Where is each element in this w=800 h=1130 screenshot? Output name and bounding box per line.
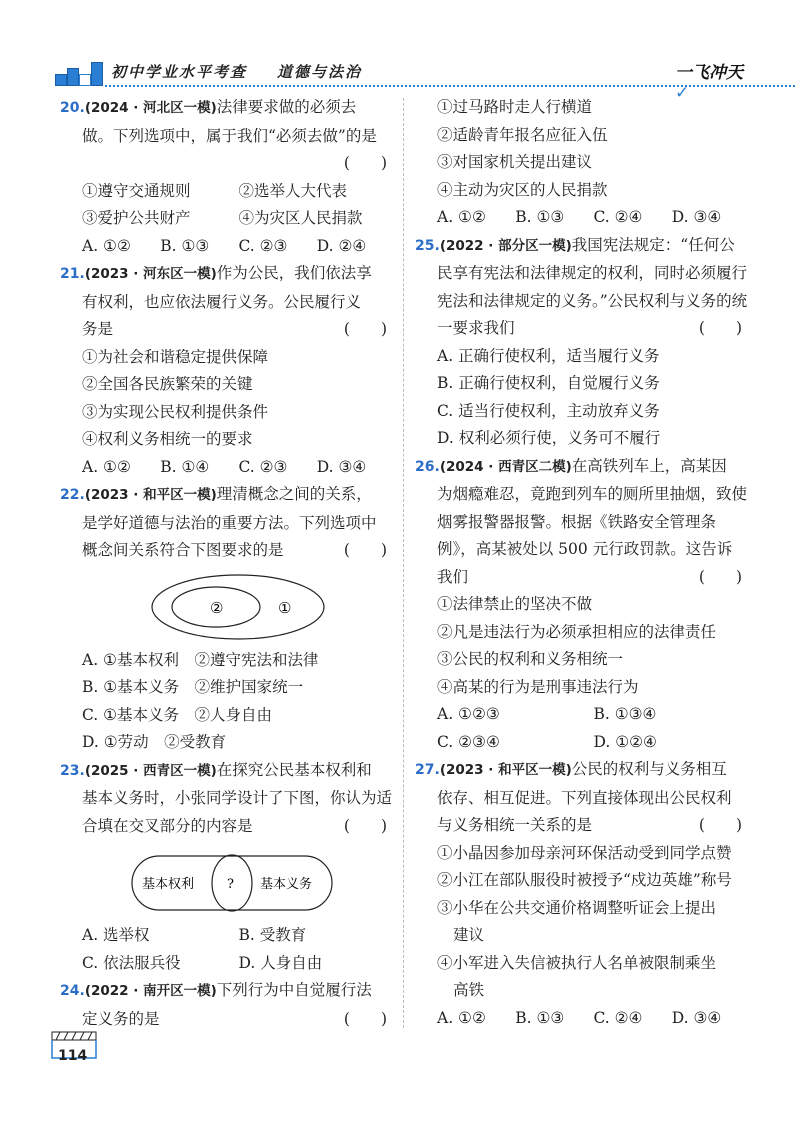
question-stem: 民享有宪法和法律规定的权利，同时必须履行 [437,264,748,282]
question-stem: 是学好道德与法治的重要方法。下列选项中 [82,513,377,532]
middle-label: ? [227,877,234,892]
choice-b[interactable]: B. 正确行使权利，自觉履行义务 [437,374,660,392]
answer-blank[interactable]: ( ) [698,816,742,834]
question-source: (2023 · 和平区一模) [439,762,572,778]
outer-label: ① [278,598,292,617]
question-number: 23. [60,762,85,779]
statement-item: 建议 [453,926,485,944]
statement-item: ④为灾区人民捐款 [238,209,363,227]
statement-item: 高铁 [453,981,485,999]
column-divider [403,98,404,1028]
question-stem: 我们 [437,567,469,586]
choice-c[interactable]: C. ②④ [593,1008,643,1027]
choice-d[interactable]: D. ③④ [316,457,367,476]
question-stem: 例》，高某被处以 500 元行政罚款。这告诉 [437,540,733,558]
right-column [415,94,750,1032]
statement-item: ④高某的行为是刑事违法行为 [437,677,639,696]
question-24 [60,977,395,1033]
statement-item: ③爱护公共财产 [82,209,191,227]
question-stem: 依存、相互促进。下列直接体现出公民权利 [437,788,732,807]
outer-ellipse [152,575,324,639]
book-title: 初中学业水平考查 [111,63,248,81]
answer-blank[interactable]: ( ) [698,567,742,586]
question-21 [60,260,395,481]
question-stem: 基本义务时，小张同学设计了下图，你认为适 [82,789,393,807]
question-23 [60,757,395,978]
question-stem: 定义务的是 [82,1009,160,1028]
question-stem: 宪法和法律规定的义务。”公民权利与义务的统 [437,291,748,310]
question-source: (2023 · 河东区一模) [84,266,217,282]
choice-b[interactable]: B. ①基本义务 ②维护国家统一 [82,678,304,696]
choice-a[interactable]: A. ①②③ [437,705,500,723]
choice-b[interactable]: B. 受教育 [238,926,307,944]
answer-blank[interactable]: ( ) [343,816,387,835]
question-number: 24. [60,983,85,999]
page-number: 114 [58,1048,88,1064]
choice-a[interactable]: A. ①② [82,236,131,255]
statement-item: ②适龄青年报名应征入伍 [437,125,608,144]
statement-item: ③公民的权利和义务相统一 [437,650,624,668]
statement-item: ②小江在部队服役时被授予“戍边英雄”称号 [437,871,732,889]
question-stem: 务是 [82,320,114,338]
question-source: (2024 · 西青区二模) [439,458,572,475]
answer-blank[interactable]: ( ) [343,320,387,338]
choice-b[interactable]: B. ①③ [160,236,210,255]
question-20 [60,94,395,260]
question-number: 26. [415,458,440,475]
question-stem: 下列行为中自觉履行法 [216,981,372,999]
statement-item: ③为实现公民权利提供条件 [82,402,269,421]
statement-item: ③对国家机关提出建议 [437,153,593,171]
statement-item: ①为社会和谐稳定提供保障 [82,347,269,366]
statement-item: ②凡是违法行为必须承担相应的法律责任 [437,622,717,641]
question-stem: 法律要求做的必须去 [216,98,357,116]
question-stem: 在高铁列车上，高某因 [571,456,727,475]
question-26 [415,453,750,757]
choice-b[interactable]: B. ①③ [515,1008,565,1027]
statement-item: ①过马路时走人行横道 [437,98,593,116]
question-source: (2022 · 南开区一模) [84,983,217,999]
question-stem: 有权利，也应依法履行义务。公民履行义 [82,292,362,311]
choice-a[interactable]: A. ①② [437,1008,486,1027]
choice-b[interactable]: B. ①④ [160,457,210,476]
question-stem: 理清概念之间的关系， [216,485,372,503]
statement-item: ①小晶因参加母亲河环保活动受到同学点赞 [437,843,732,862]
question-stem: 我国宪法规定：“任何公 [571,235,735,254]
choice-a[interactable]: A. ①② [437,208,486,226]
choice-a[interactable]: A. ①基本权利 ②遵守宪法和法律 [82,650,319,669]
choice-c[interactable]: C. 依法服兵役 [82,953,181,972]
overlap-diagram [130,850,335,916]
question-number: 21. [60,266,85,282]
choice-c[interactable]: C. ②③ [238,236,288,255]
page-header [55,58,750,103]
question-source: (2022 · 部分区一模) [439,237,572,254]
question-stem: 与义务相统一关系的是 [437,816,593,834]
question-number: 22. [60,487,85,503]
question-25 [415,232,750,453]
choice-c[interactable]: C. ②③ [238,457,288,476]
nested-ellipse-diagram [148,571,328,643]
inner-label: ② [210,598,224,617]
question-stem: 概念间关系符合下图要求的是 [82,541,284,559]
question-stem: 公民的权利与义务相互 [571,760,727,778]
choice-d[interactable]: D. 人身自由 [238,953,323,972]
answer-blank[interactable]: ( ) [343,154,387,172]
choice-c[interactable]: C. 适当行使权利，主动放弃义务 [437,401,660,420]
choice-a[interactable]: A. 正确行使权利，适当履行义务 [437,346,660,365]
statement-item: ②全国各民族繁荣的关键 [82,375,253,393]
question-source: (2024 · 河北区一模) [84,100,217,116]
choice-b[interactable]: B. ①③ [515,208,565,226]
right-label: 基本义务 [260,877,313,892]
question-stem: 烟雾报警器报警。根据《铁路安全管理条 [437,512,717,531]
choice-a[interactable]: A. 选举权 [82,926,150,944]
question-stem: 做。下列选项中，属于我们“必须去做”的是 [82,126,377,145]
answer-blank[interactable]: ( ) [343,541,387,559]
question-24-continued [415,94,750,232]
brand-logo: 一飞冲天✓ [675,63,743,103]
question-stem: 作为公民，我们依法享 [216,264,372,282]
choice-a[interactable]: A. ①② [82,457,131,476]
left-column [60,94,395,1033]
question-number: 25. [415,237,440,254]
question-27 [415,756,750,1032]
logo-icon [55,60,105,86]
question-22 [60,481,395,757]
choice-c[interactable]: C. ①基本义务 ②人身自由 [82,705,273,724]
choice-d[interactable]: D. ③④ [671,208,722,226]
choice-d[interactable]: D. ③④ [671,1008,722,1027]
subject-title: 道德与法治 [277,63,363,81]
question-stem: 为烟瘾难忍，竟跑到列车的厕所里抽烟，致使 [437,485,748,503]
choice-d[interactable]: D. ②④ [316,236,367,255]
statement-item: ④小军进入失信被执行人名单被限制乘坐 [437,953,717,972]
question-stem: 一要求我们 [437,319,515,337]
question-stem: 在探究公民基本权利和 [216,760,372,779]
statement-item: ①法律禁止的坚决不做 [437,595,593,613]
question-number: 20. [60,100,85,116]
question-source: (2025 · 西青区一模) [84,762,217,779]
statement-item: ③小华在公共交通价格调整听证会上提出 [437,898,717,917]
choice-d[interactable]: D. 权利必须行使，义务可不履行 [437,429,661,447]
statement-item: ②选举人大代表 [238,181,348,200]
statement-item: ④主动为灾区的人民捐款 [437,180,608,199]
question-source: (2023 · 和平区一模) [84,487,217,503]
question-number: 27. [415,762,440,778]
question-stem: 合填在交叉部分的内容是 [82,816,253,835]
choice-c[interactable]: C. ②④ [593,208,643,226]
choice-d[interactable]: D. ①②④ [593,732,657,751]
choice-b[interactable]: B. ①③④ [593,705,657,723]
statement-item: ④权利义务相统一的要求 [82,430,253,448]
answer-blank[interactable]: ( ) [698,319,742,337]
answer-blank[interactable]: ( ) [343,1009,387,1028]
left-label: 基本权利 [142,877,195,892]
statement-item: ①遵守交通规则 [82,181,191,200]
choice-d[interactable]: D. ①劳动 ②受教育 [82,733,227,751]
choice-c[interactable]: C. ②③④ [437,732,500,751]
